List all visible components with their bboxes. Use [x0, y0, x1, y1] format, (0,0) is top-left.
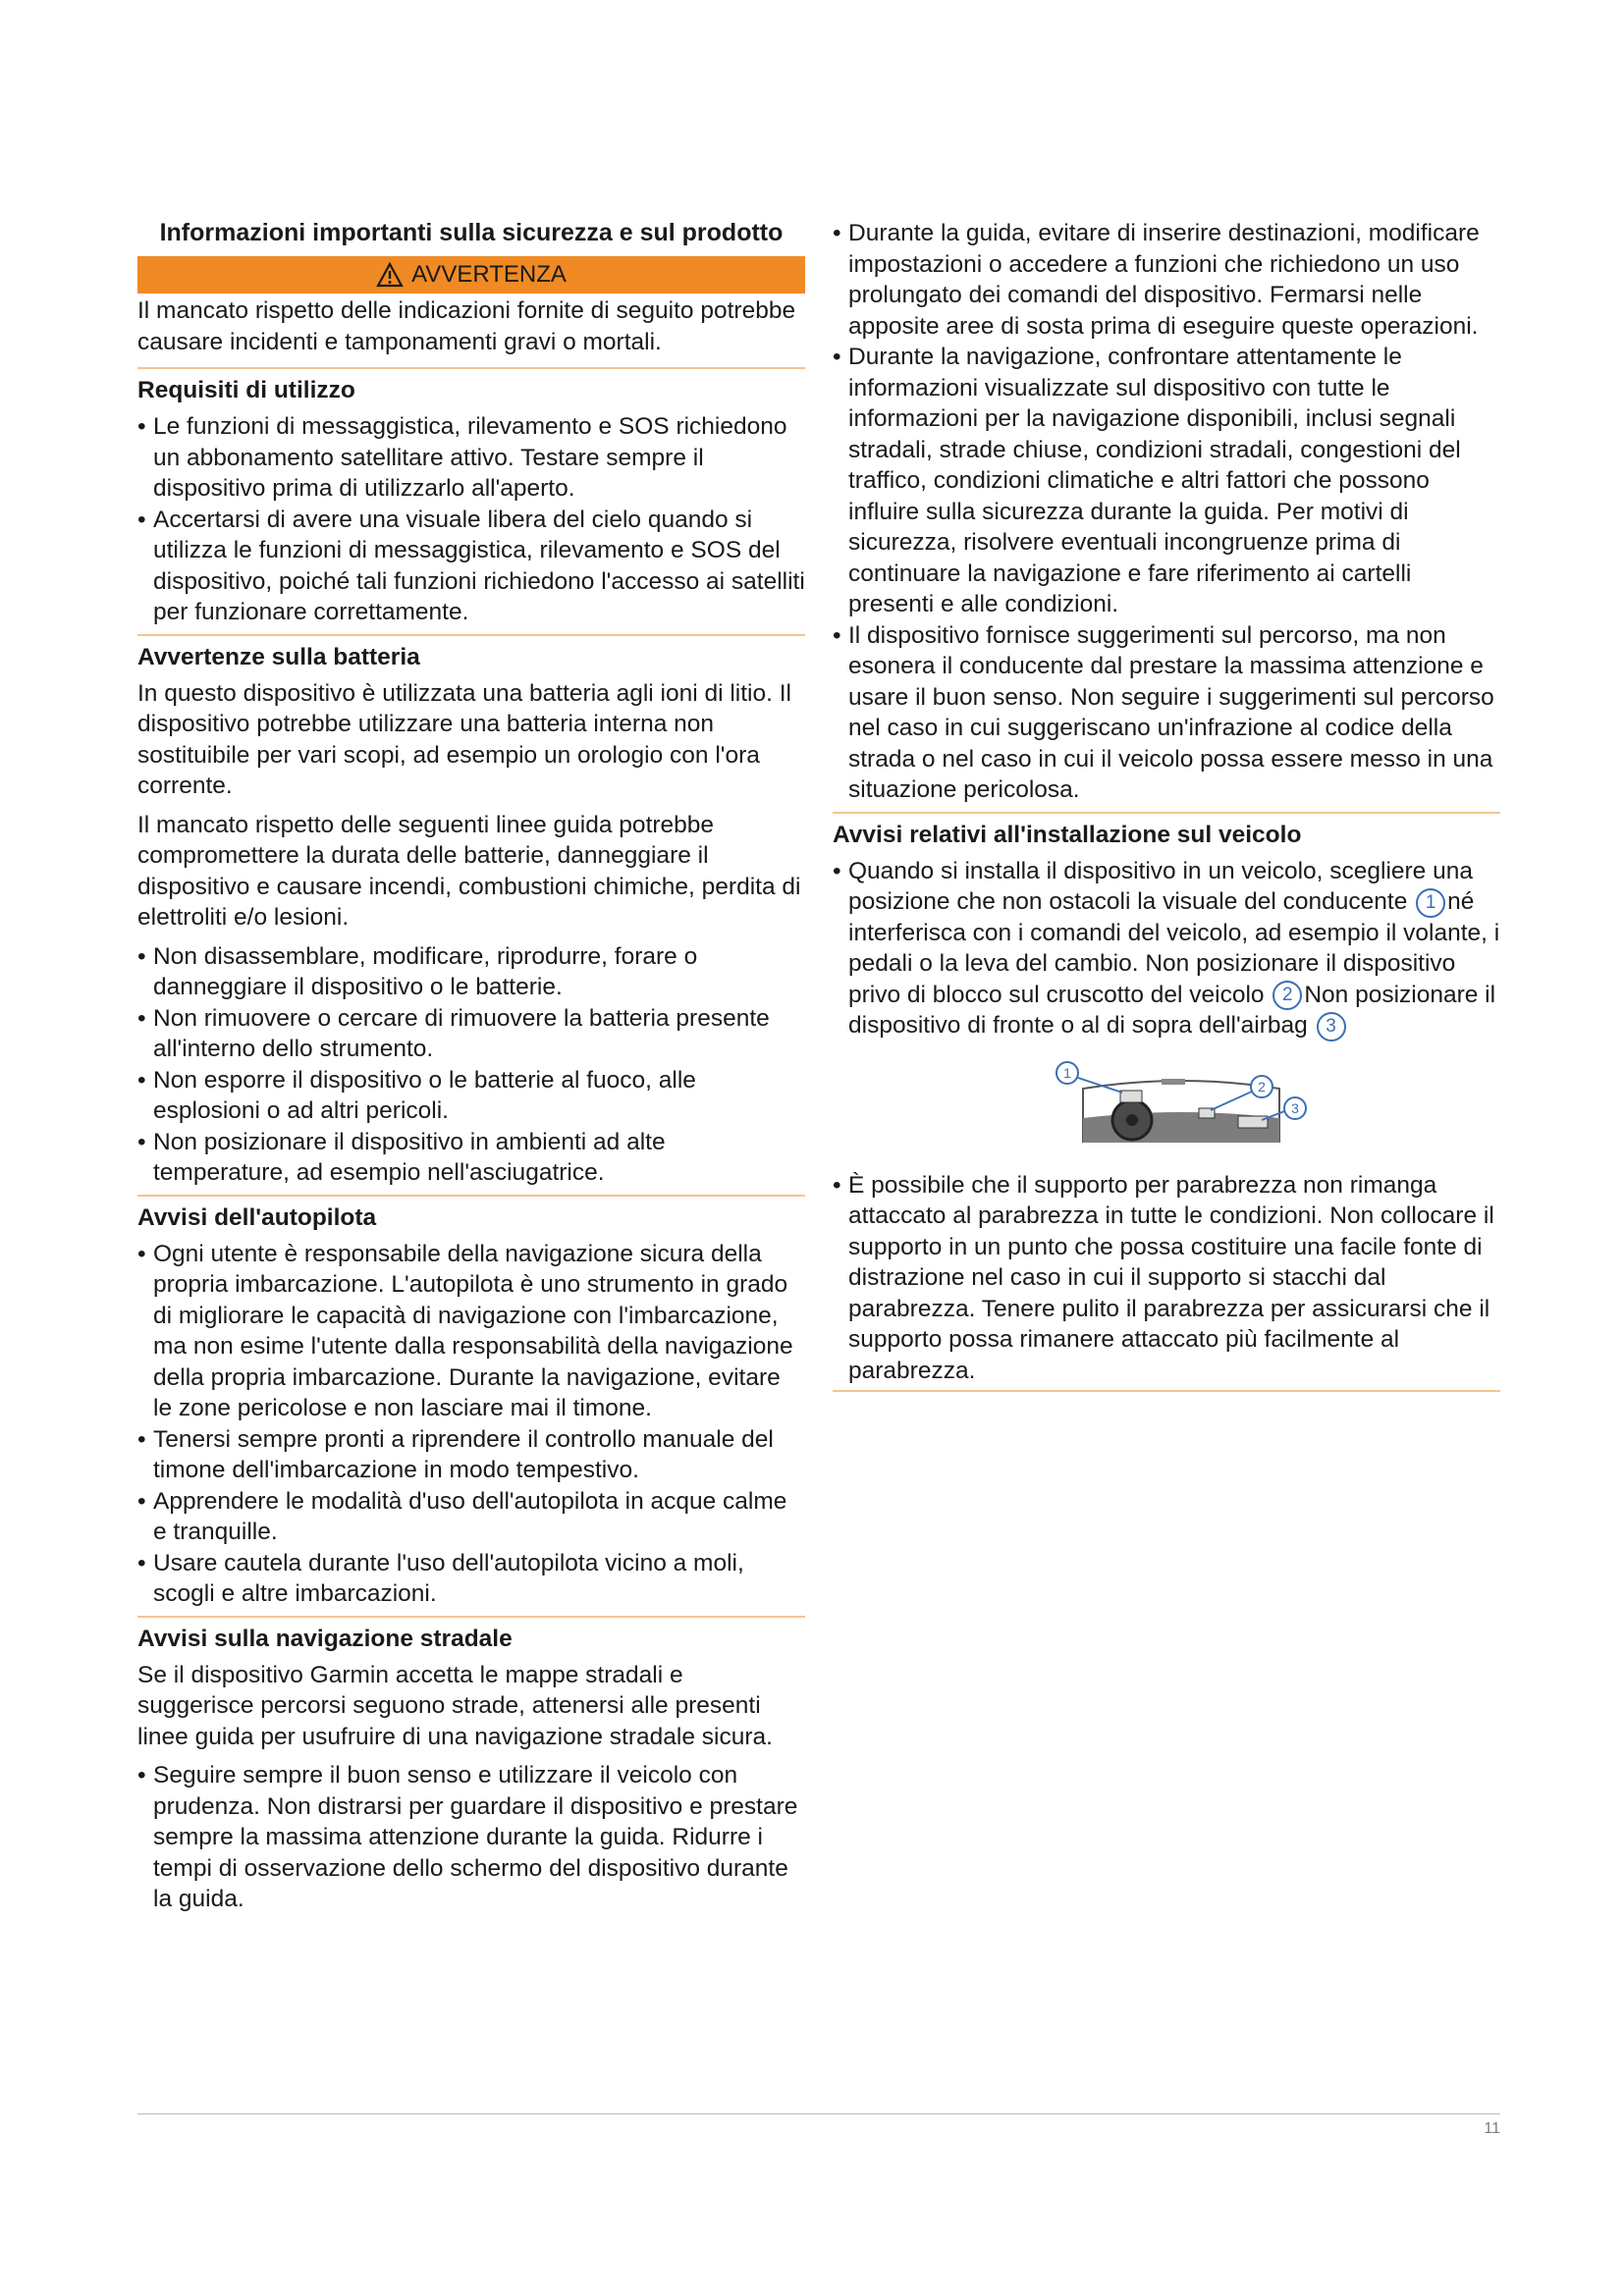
diagram-label-2: 2 — [1258, 1078, 1266, 1095]
callout-1: 1 — [1416, 888, 1445, 918]
page-number: 11 — [1484, 2120, 1500, 2137]
diagram-label-3: 3 — [1291, 1099, 1299, 1116]
batteria-list — [137, 941, 805, 1189]
section-heading-autopilota: Avvisi dell'autopilota — [137, 1195, 805, 1233]
device-position-1 — [1120, 1091, 1142, 1102]
list-item: • Accertarsi di avere una visuale libera del cielo quando si utilizza le funzioni di messaggistica, rilevamento e SOS del dispositivo, poiché tali funzioni richiedono l'accesso ai satelliti per funzionare correttamente. — [137, 505, 805, 628]
list-item: • Durante la guida, evitare di inserire destinazioni, modificare impostazioni o accedere a funzioni che richiedono un uso prolungato dei comandi del dispositivo. Fermarsi nelle apposite aree di sosta prima di eseguire queste operazioni. — [833, 218, 1500, 342]
warning-banner — [137, 256, 805, 294]
footer-rule — [137, 2113, 1500, 2114]
requisiti-list — [137, 411, 805, 628]
list-item: • Non rimuovere o cercare di rimuovere la batteria presente all'interno dello strumento. — [137, 1003, 805, 1065]
list-item: • Durante la navigazione, confrontare attentamente le informazioni visualizzate sul dispositivo con tutte le informazioni per la navigazione disponibili, inclusi segnali stradali, strade chiuse, condizioni stradali, congestioni del traffico, condizioni climatiche e altri fattori che possono influire sulla sicurezza durante la guida. Per motivi di sicurezza, risolvere eventuali incongruenze prima di continuare la navigazione e fare riferimento ai cartelli presenti e alle condizioni. — [833, 342, 1500, 620]
warning-triangle-icon — [376, 262, 404, 288]
section-end-rule — [833, 1390, 1500, 1392]
warning-text: Il mancato rispetto delle indicazioni fornite di seguito potrebbe causare incidenti e tamponamenti gravi o mortali. — [137, 297, 796, 355]
airbag-position-3 — [1238, 1116, 1268, 1128]
list-item: • Ogni utente è responsabile della navigazione sicura della propria imbarcazione. L'autopilota è uno strumento in grado di migliorare le capacità di navigazione con l'imbarcazione, ma non esime l'utente dalla responsabilità della navigazione della propria imbarcazione. Durante la navigazione, evitare le zone pericolose e non lasciare mai il timone. — [137, 1239, 805, 1424]
section-heading-requisiti: Requisiti di utilizzo — [137, 367, 805, 405]
mirror-shape — [1162, 1079, 1185, 1085]
installazione-list-2 — [833, 1170, 1500, 1387]
section-heading-batteria: Avvertenze sulla batteria — [137, 634, 805, 672]
stradale-list-right — [833, 218, 1500, 806]
warning-label: AVVERTENZA — [411, 261, 567, 288]
list-item: • Le funzioni di messaggistica, rilevamento e SOS richiedono un abbonamento satellitare attivo. Testare sempre il dispositivo prima di utilizzarlo all'aperto. — [137, 411, 805, 505]
text-segment: Non posizionare il dispositivo di fronte o al di sopra dell'airbag — [848, 981, 1496, 1040]
left-column — [137, 218, 805, 1919]
paragraph: In questo dispositivo è utilizzata una batteria agli ioni di litio. Il dispositivo potrebbe utilizzare una batteria interna non sostituibile per vari scopi, ad esempio un orologio con l'ora corrente. — [137, 679, 791, 799]
list-item: • Seguire sempre il buon senso e utilizzare il veicolo con prudenza. Non distrarsi per guardare il dispositivo e prestare sempre la massima attenzione durante la guida. Ridurre i tempi di osservazione dello schermo del dispositivo durante la guida. — [137, 1760, 805, 1915]
installazione-list — [833, 856, 1500, 1041]
list-item: • Non disassemblare, modificare, riprodurre, forare o danneggiare il dispositivo o le batterie. — [137, 941, 805, 1003]
list-item — [833, 856, 1500, 1041]
page-title: Informazioni importanti sulla sicurezza e sul prodotto — [159, 219, 784, 246]
list-item: • Non posizionare il dispositivo in ambienti ad alte temperature, ad esempio nell'asciugatrice. — [137, 1127, 805, 1189]
text-segment: Quando si installa il dispositivo in un veicolo, scegliere una posizione che non ostacoli la visuale del conducente — [848, 857, 1473, 915]
callout-3: 3 — [1317, 1012, 1346, 1041]
list-item: • Tenersi sempre pronti a riprendere il controllo manuale del timone dell'imbarcazione in modo tempestivo. — [137, 1424, 805, 1486]
section-heading-installazione: Avvisi relativi all'installazione sul veicolo — [833, 812, 1500, 850]
paragraph: Se il dispositivo Garmin accetta le mappe stradali e suggerisce percorsi seguono strade, attenersi alle presenti linee guida per usufruire di una navigazione stradale sicura. — [137, 1661, 773, 1750]
autopilota-list — [137, 1239, 805, 1610]
windshield-placement-diagram — [1054, 1059, 1309, 1148]
list-item: • Il dispositivo fornisce suggerimenti sul percorso, ma non esonera il conducente dal prestare la massima attenzione e usare il buon senso. Non seguire i suggerimenti sul percorso nel caso in cui suggeriscano un'infrazione al codice della strada o nel caso in cui il veicolo possa essere messo in una situazione pericolosa. — [833, 620, 1500, 806]
list-item: • Apprendere le modalità d'uso dell'autopilota in acque calme e tranquille. — [137, 1486, 805, 1548]
list-item: • È possibile che il supporto per parabrezza non rimanga attaccato al parabrezza in tutte le condizioni. Non collocare il supporto in un punto che possa costituire una facile fonte di distrazione nel caso in cui il supporto si stacchi dal parabrezza. Tenere pulito il parabrezza per assicurarsi che il supporto possa rimanere attaccato più facilmente al parabrezza. — [833, 1170, 1500, 1387]
list-item: • Non esporre il dispositivo o le batterie al fuoco, alle esplosioni o ad altri pericoli. — [137, 1065, 805, 1127]
section-heading-stradale: Avvisi sulla navigazione stradale — [137, 1616, 805, 1654]
steering-hub-icon — [1126, 1114, 1138, 1126]
paragraph: Il mancato rispetto delle seguenti linee guida potrebbe compromettere la durata delle batterie, danneggiare il dispositivo e causare incendi, combustioni chimiche, perdita di elettroliti e/o lesioni. — [137, 811, 801, 931]
callout-2: 2 — [1272, 981, 1302, 1010]
right-column — [833, 218, 1500, 1392]
text-segment: né interferisca con i comandi del veicolo, ad esempio il volante, i pedali o la leva del cambio. Non posizionare il dispositivo privo di blocco sul cruscotto del veicolo — [848, 888, 1500, 1008]
diagram-label-1: 1 — [1063, 1064, 1071, 1081]
list-item: • Usare cautela durante l'uso dell'autopilota vicino a moli, scogli e altre imbarcazioni. — [137, 1548, 805, 1610]
stradale-list-left — [137, 1760, 805, 1915]
